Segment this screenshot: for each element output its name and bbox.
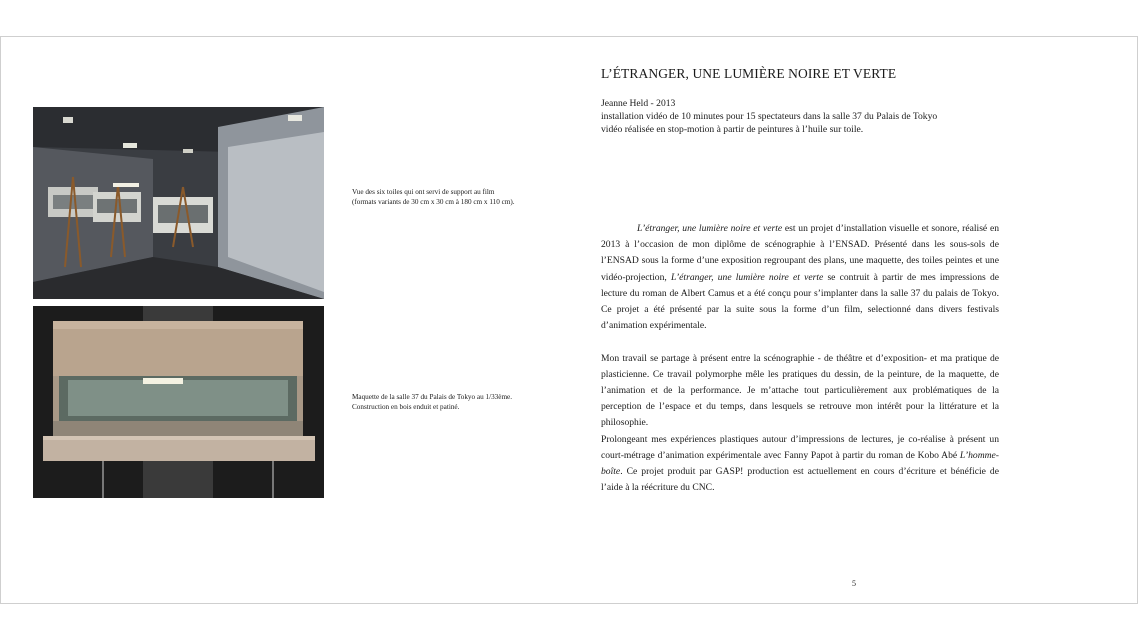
page-title: L’ÉTRANGER, UNE LUMIÈRE NOIRE ET VERTE — [601, 66, 897, 81]
exhibition-view-image — [33, 107, 324, 299]
paragraph-project — [601, 221, 999, 334]
meta-installation: installation vidéo de 10 minutes pour 15 spectateurs dans la salle 37 du Palais de Tokyo — [601, 111, 938, 122]
paragraph-current-project — [601, 432, 999, 497]
caption-line: Maquette de la salle 37 du Palais de Tokyo au 1/33ème. — [352, 393, 513, 401]
work-title: L’étranger, une lumière noire et verte — [671, 271, 824, 283]
work-title: L’étranger, une lumière noire et verte — [637, 223, 783, 234]
caption-line: Construction en bois enduit et patiné. — [352, 402, 460, 411]
caption-line: Vue des six toiles qui ont servi de support au film — [352, 188, 495, 196]
caption-exhibition-view — [352, 188, 552, 207]
scale-model-image — [33, 306, 324, 498]
work-title: L’homme-boîte — [601, 449, 999, 478]
photo-exhibition-view — [33, 107, 324, 299]
text-run: est un projet d’installation visuelle et sonore, réalisé en 2013 à l’occasion de mon diplôme de scénographie à l’ENSAD. Présenté dans les sous-sols de l’ENSAD sous la forme d’une exposition regroupant des plans, une maquette, des toiles peintes et une vidéo-projection, — [601, 223, 999, 283]
project-meta — [601, 97, 937, 136]
text-run: Prolongeant mes expériences plastiques autour d’impressions de lectures, je co-réalise à présent un court-métrage d’animation expérimentale avec Fanny Papot à partir du roman de Kobo Abé — [601, 433, 999, 461]
caption-line: (formats variants de 30 cm x 30 cm à 180 cm x 110 cm). — [352, 197, 515, 206]
paragraph-gap — [601, 334, 999, 350]
meta-technique: vidéo réalisée en stop-motion à partir de peintures à l’huile sur toile. — [601, 124, 864, 135]
text-run: se contruit à partir de mes impressions de lecture du roman de Albert Camus et a été conçu pour s’implanter dans la salle 37 du palais de Tokyo. Ce projet a été présenté par la suite sous la forme d’un film, selectionné dans divers festivals d’animation expérimentale. — [601, 271, 999, 332]
body-text — [601, 221, 999, 496]
text-run: . Ce projet produit par GASP! production est actuellement en cours d’écriture et bénéficie de l’aide à la réécriture du CNC. — [601, 466, 999, 494]
caption-scale-model — [352, 393, 552, 412]
paragraph-practice: Mon travail se partage à présent entre la scénographie - de théâtre et d’exposition- et ma pratique de plasticienne. Ce travail polymorphe mêle les pratiques du dessin, de la peinture, de la maquette, de l’animation et de la performance. Je m’attache tout particulièrement aux problématiques de la perception de l’espace et du temps, dans lesquels se retrouve mon intérêt pour la littérature et la philosophie. — [601, 352, 999, 429]
book-spread — [0, 36, 1138, 604]
photo-scale-model — [33, 306, 324, 498]
meta-author-year: Jeanne Held - 2013 — [601, 98, 676, 109]
page-number: 5 — [852, 579, 856, 588]
